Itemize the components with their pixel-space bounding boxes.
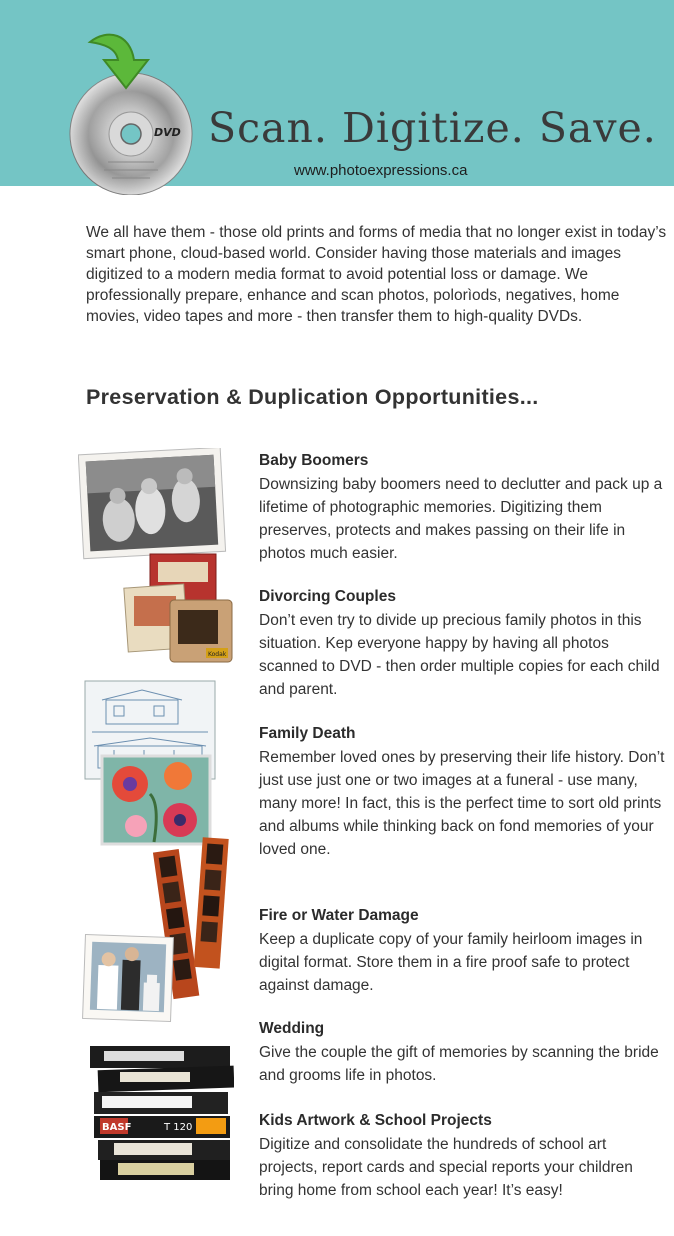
dvd-logo: DVD: [154, 126, 181, 139]
tape-brand-label: BASF: [102, 1122, 132, 1133]
item-baby-boomers: [259, 452, 669, 565]
item-text: Downsizing baby boomers need to declutter and pack up a lifetime of photographic memories. Digitizing them preserves, protects and makes passing on their life in photos much easier.: [259, 476, 663, 562]
item-title: Family Death: [259, 725, 356, 742]
item-title: Kids Artwork & School Projects: [259, 1112, 492, 1129]
dvd-download-icon: [68, 30, 198, 195]
item-title: Fire or Water Damage: [259, 907, 419, 924]
headline: Scan. Digitize. Save.: [208, 104, 657, 152]
tape-length-label: T 120: [164, 1122, 193, 1133]
section-title: Preservation & Duplication Opportunities...: [86, 385, 539, 409]
item-text: Give the couple the gift of memories by scanning the bride and grooms life in photos.: [259, 1044, 659, 1084]
item-text: Don’t even try to divide up precious family photos in this situation. Kep everyone happy by having all photos scanned to DVD - then order multiple copies for each child and parent.: [259, 612, 660, 698]
item-text: Remember loved ones by preserving their life history. Don’t just use just one or two images at a funeral - use many, many more! In fact, this is the perfect time to sort old prints and albums while thinking back on fond memories of your loved one.: [259, 749, 665, 858]
item-text: Keep a duplicate copy of your family heirloom images in digital format. Store them in a fire proof safe to protect against damage.: [259, 931, 643, 994]
item-wedding: [259, 1020, 669, 1087]
item-title: Baby Boomers: [259, 452, 369, 469]
item-text: Digitize and consolidate the hundreds of school art projects, report cards and special reports your children bring home from school each year! It’s easy!: [259, 1136, 633, 1199]
item-title: Divorcing Couples: [259, 588, 396, 605]
item-divorcing-couples: [259, 588, 669, 701]
photo-slides-image: [120, 552, 234, 666]
item-kids-artwork: [259, 1112, 669, 1202]
wedding-photo-image: [80, 932, 176, 1024]
intro-paragraph: We all have them - those old prints and forms of media that no longer exist in today’s smart phone, cloud-based world. Consider having those materials and images digitized to a modern media format to avoid potential loss or damage. We professionally prepare, enhance and scan photos, polorìods, negatives, home movies, video tapes and more - then transfer them to high-quality DVDs.: [86, 224, 667, 325]
floral-artwork-image: [100, 754, 212, 846]
item-title: Wedding: [259, 1020, 325, 1037]
kodak-label: Kodak: [208, 651, 227, 658]
vintage-photo-image: [78, 448, 224, 556]
item-fire-water-damage: [259, 907, 669, 997]
item-family-death: [259, 725, 669, 861]
website-link[interactable]: www.photoexpressions.ca: [294, 162, 468, 179]
video-tapes-image: [84, 1042, 234, 1184]
